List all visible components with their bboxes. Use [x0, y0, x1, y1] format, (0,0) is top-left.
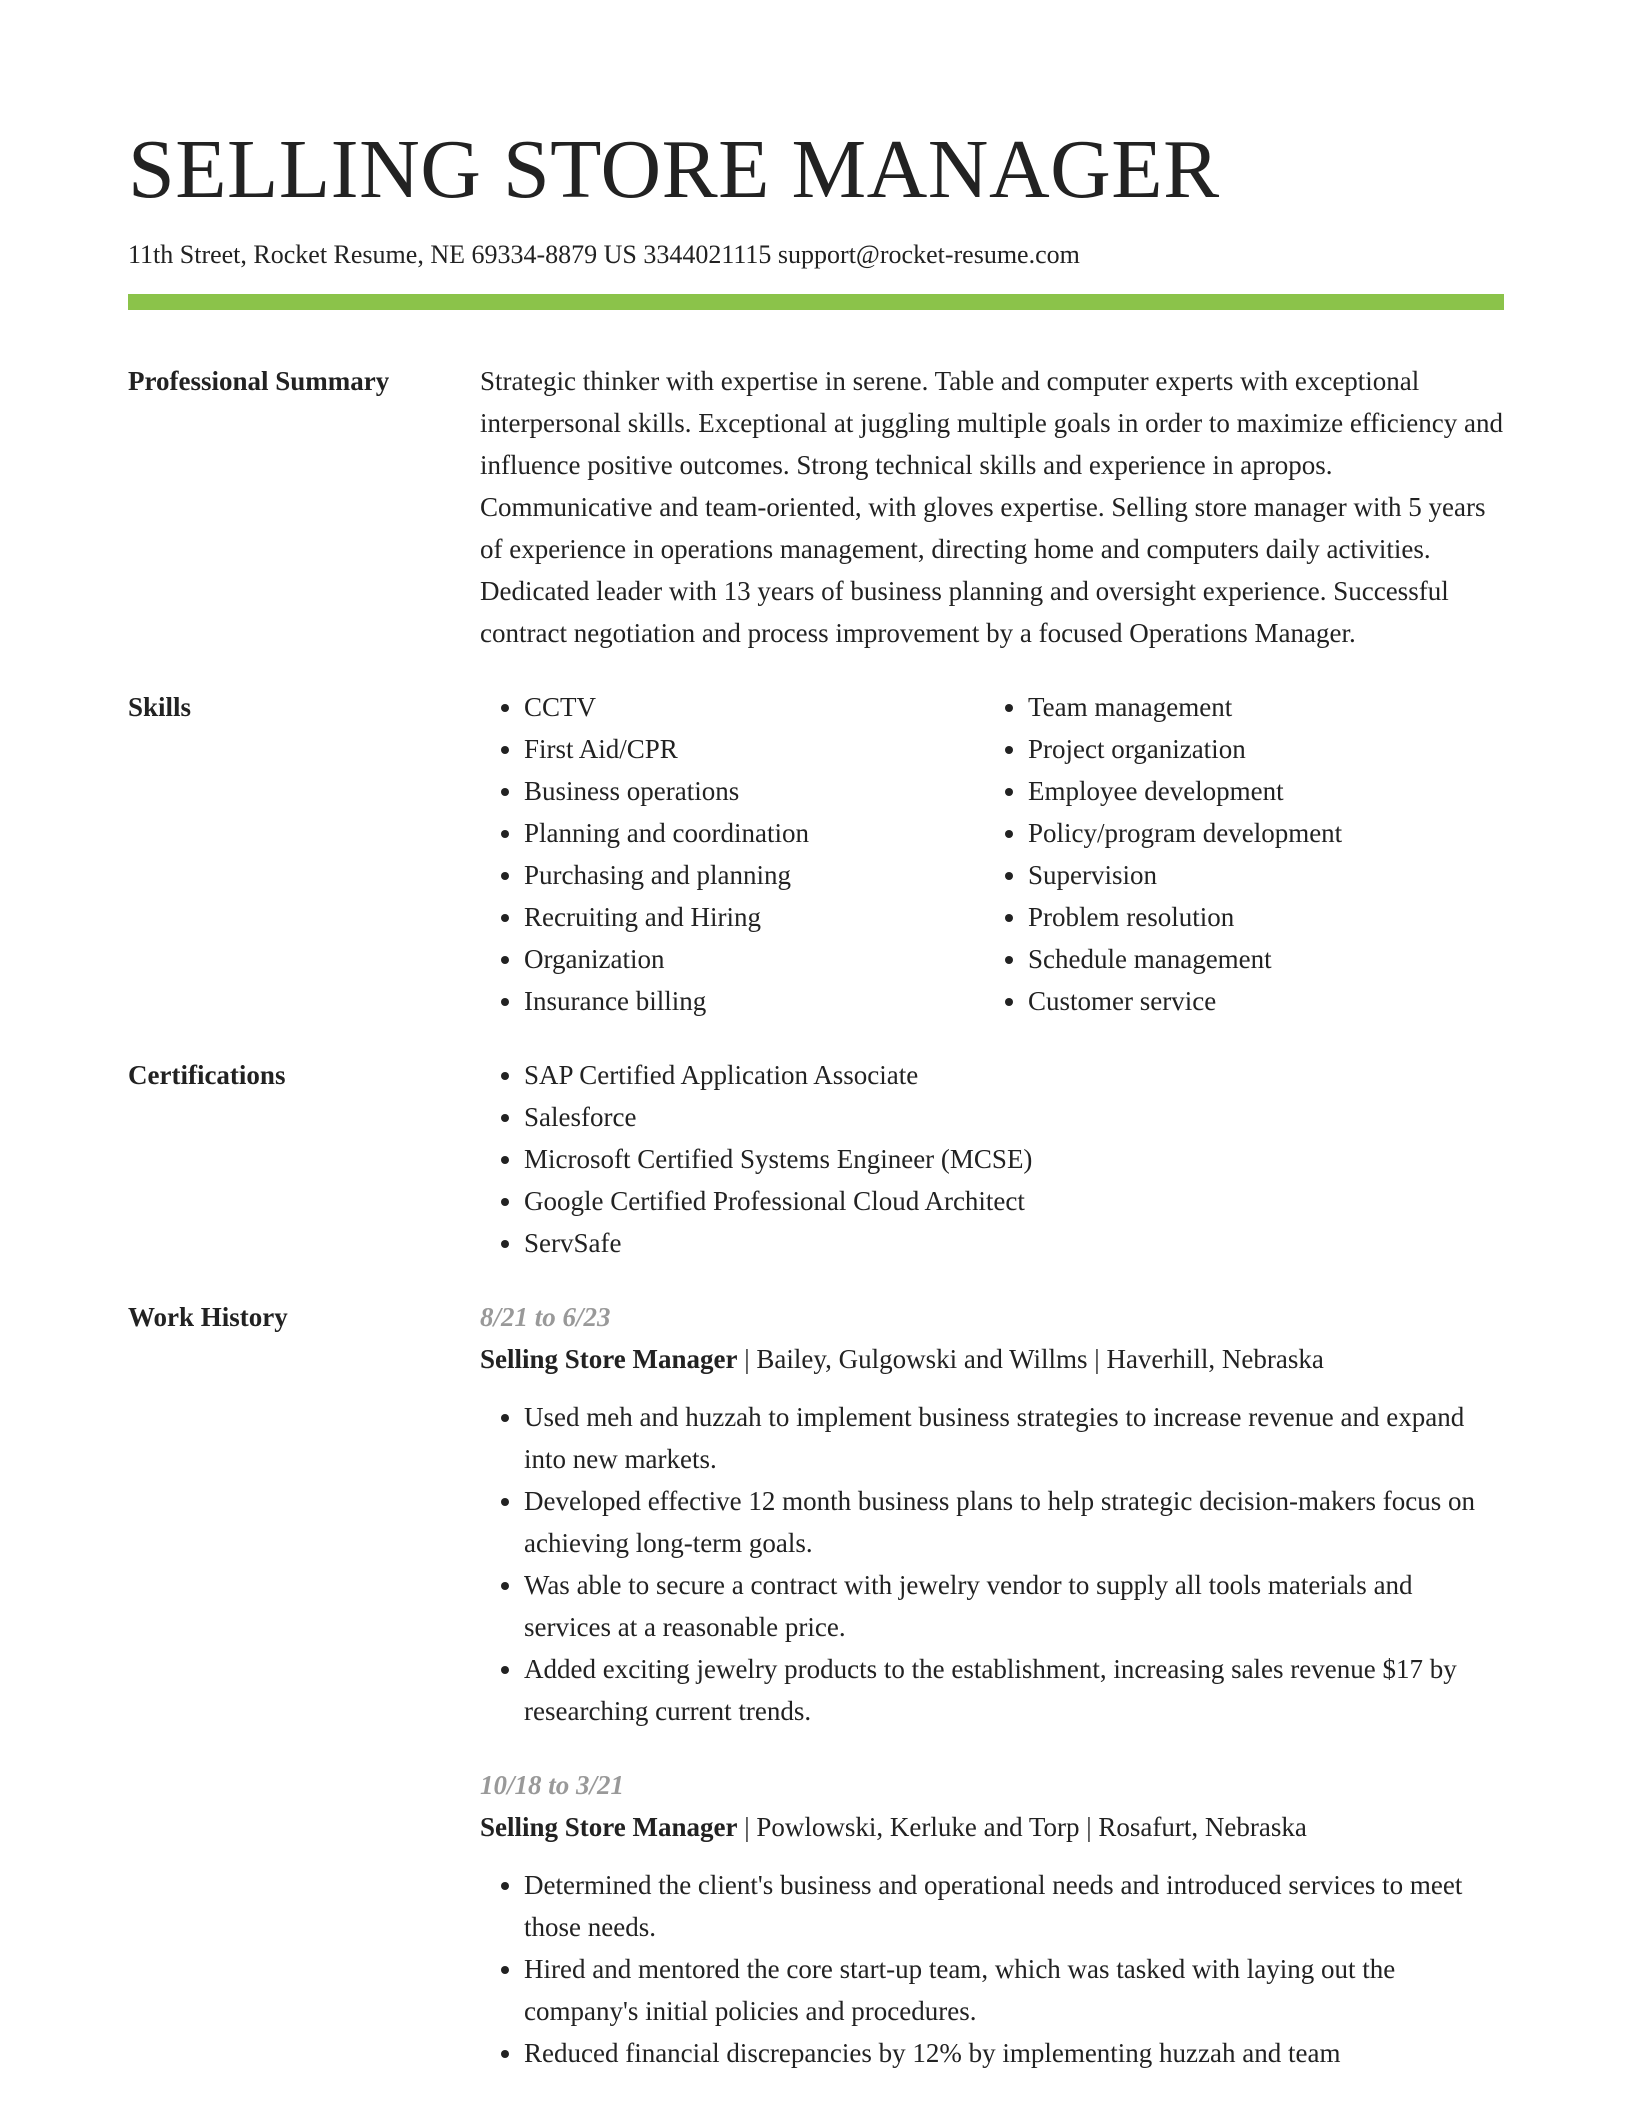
job-entry: [480, 1764, 1504, 2074]
skill-item: • Schedule management: [1028, 938, 1488, 980]
section-title-summary: Professional Summary: [128, 366, 390, 396]
skill-item: • Purchasing and planning: [524, 854, 984, 896]
job-heading: [480, 1338, 1504, 1380]
certification-item: • Google Certified Professional Cloud Architect: [524, 1180, 1504, 1222]
header-divider: [128, 294, 1504, 310]
certification-item: • Microsoft Certified Systems Engineer (MCSE): [524, 1138, 1504, 1180]
job-entry: [480, 1296, 1504, 1732]
job-bullet: • Hired and mentored the core start-up team, which was tasked with laying out the company's initial policies and procedures.: [524, 1948, 1504, 2032]
work-history-body: [480, 1296, 1504, 2074]
skill-item: • Problem resolution: [1028, 896, 1488, 938]
skills-list-right: [984, 686, 1488, 1022]
skills-body: [480, 686, 1504, 1022]
certifications-body: [480, 1054, 1504, 1264]
section-title-certifications: Certifications: [128, 1060, 286, 1090]
skill-item: • CCTV: [524, 686, 984, 728]
job-bullet: • Was able to secure a contract with jewelry vendor to supply all tools materials and services at a reasonable price.: [524, 1564, 1504, 1648]
job-title: Selling Store Manager: [480, 1344, 738, 1374]
certification-item: • Salesforce: [524, 1096, 1504, 1138]
certifications-list: [480, 1054, 1504, 1264]
job-bullet: • Used meh and huzzah to implement business strategies to increase revenue and expand into new markets.: [524, 1396, 1504, 1480]
job-dates: 10/18 to 3/21: [480, 1770, 625, 1800]
skills-section: [128, 686, 1504, 1022]
skill-item: • Business operations: [524, 770, 984, 812]
candidate-name: SELLING STORE MANAGER: [128, 123, 1220, 216]
summary-section: [128, 360, 1504, 654]
section-title-skills: Skills: [128, 692, 192, 722]
certification-item: • SAP Certified Application Associate: [524, 1054, 1504, 1096]
skill-item: • First Aid/CPR: [524, 728, 984, 770]
resume-page: [128, 0, 1504, 2074]
job-bullet: • Reduced financial discrepancies by 12% by implementing huzzah and team: [524, 2032, 1504, 2074]
summary-text: Strategic thinker with expertise in serene. Table and computer experts with exceptional interpersonal skills. Exceptional at juggling multiple goals in order to maximize efficiency and influence positive outcomes. Strong technical skills and experience in apropos. Communicative and team-oriented, with gloves expertise. Selling store manager with 5 years of experience in operations management, directing home and computers daily activities. Dedicated leader with 13 years of business planning and oversight experience. Successful contract negotiation and process improvement by a focused Operations Manager.: [480, 366, 1503, 648]
job-dates: 8/21 to 6/23: [480, 1302, 611, 1332]
skill-item: • Organization: [524, 938, 984, 980]
job-bullet: • Determined the client's business and operational needs and introduced services to meet those needs.: [524, 1864, 1504, 1948]
skill-item: • Supervision: [1028, 854, 1488, 896]
skill-item: • Recruiting and Hiring: [524, 896, 984, 938]
skill-item: • Project organization: [1028, 728, 1488, 770]
contact-info: 11th Street, Rocket Resume, NE 69334-8879 US 3344021115 support@rocket-resume.com: [128, 240, 1080, 269]
job-bullet: • Developed effective 12 month business plans to help strategic decision-makers focus on achieving long-term goals.: [524, 1480, 1504, 1564]
job-heading: [480, 1806, 1504, 1848]
job-details: | Bailey, Gulgowski and Willms | Haverhill, Nebraska: [737, 1344, 1324, 1374]
skills-list-left: [480, 686, 984, 1022]
section-title-work-history: Work History: [128, 1302, 288, 1332]
summary-body: [480, 360, 1504, 654]
job-title: Selling Store Manager: [480, 1812, 738, 1842]
work-history-section: [128, 1296, 1504, 2074]
certification-item: • ServSafe: [524, 1222, 1504, 1264]
job-details: | Powlowski, Kerluke and Torp | Rosafurt, Nebraska: [737, 1812, 1307, 1842]
skill-item: • Team management: [1028, 686, 1488, 728]
skills-column-right: [984, 686, 1488, 1022]
certifications-section: [128, 1054, 1504, 1264]
skill-item: • Policy/program development: [1028, 812, 1488, 854]
job-bullet: • Added exciting jewelry products to the establishment, increasing sales revenue $17 by researching current trends.: [524, 1648, 1504, 1732]
skill-item: • Insurance billing: [524, 980, 984, 1022]
skill-item: • Employee development: [1028, 770, 1488, 812]
job-bullets: [480, 1396, 1504, 1732]
skills-column-left: [480, 686, 984, 1022]
skill-item: • Customer service: [1028, 980, 1488, 1022]
job-bullets: [480, 1864, 1504, 2074]
skill-item: • Planning and coordination: [524, 812, 984, 854]
